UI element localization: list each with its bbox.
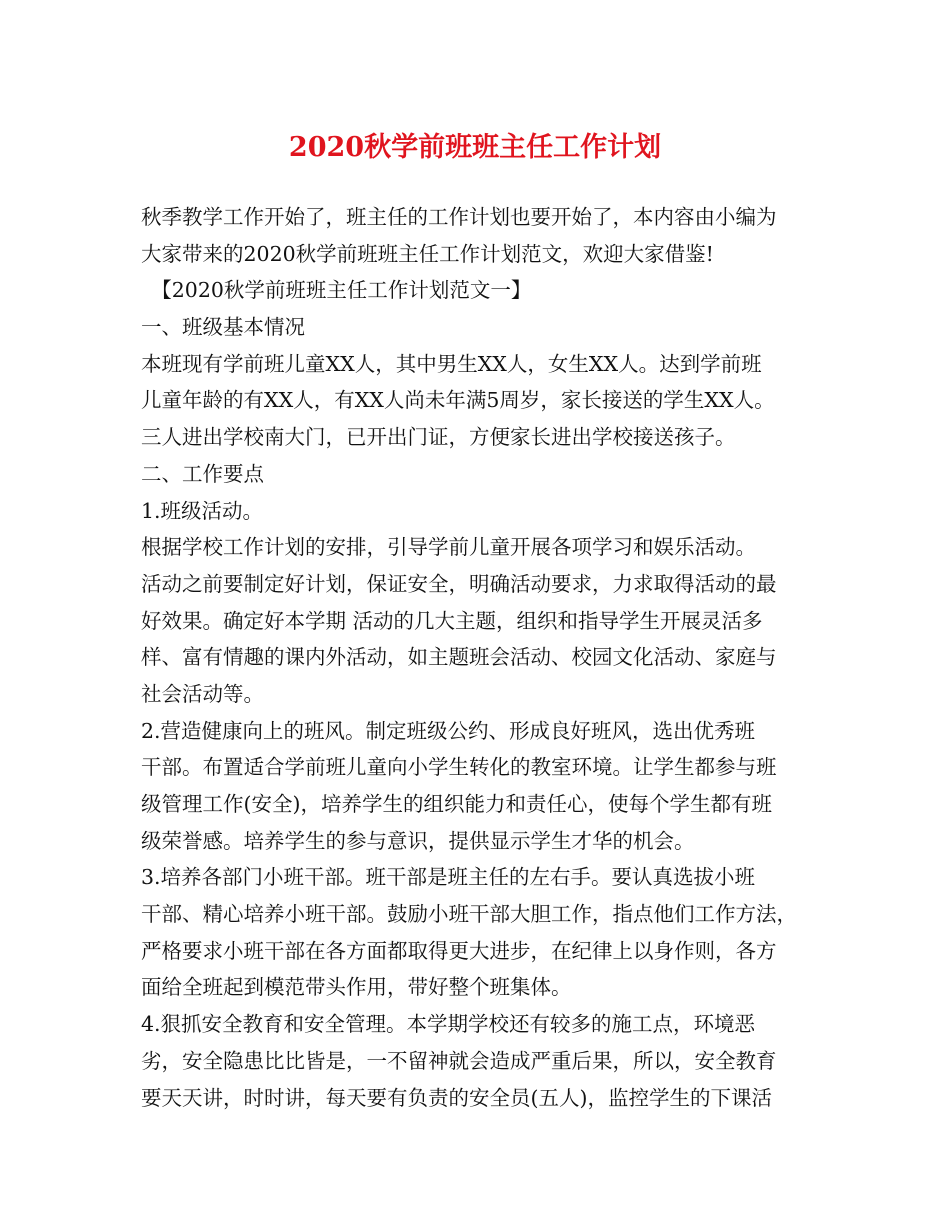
- body-line: 三人进出学校南大门，已开出门证，方便家长进出学校接送孩子。: [141, 425, 736, 450]
- body-line: 根据学校工作计划的安排，引导学前儿童开展各项学习和娱乐活动。: [141, 535, 756, 560]
- body-line: 样、富有情趣的课内外活动，如主题班会活动、校园文化活动、家庭与: [141, 645, 777, 670]
- body-line: 面给全班起到模范带头作用，带好整个班集体。: [141, 975, 572, 1000]
- body-line: 4.狠抓安全教育和安全管理。本学期学校还有较多的施工点，环境恶: [141, 1012, 756, 1037]
- section-heading-2: 二、工作要点: [141, 461, 264, 486]
- document-title: 2020秋学前班班主任工作计划: [288, 132, 662, 163]
- body-line: 【2020秋学前班班主任工作计划范文一】: [141, 278, 532, 303]
- body-line: 活动之前要制定好计划，保证安全，明确活动要求，力求取得活动的最: [141, 571, 777, 596]
- body-line: 社会活动等。: [141, 681, 264, 706]
- body-line: 严格要求小班干部在各方面都取得更大进步，在纪律上以身作则，各方: [141, 938, 777, 963]
- body-line: 秋季教学工作开始了，班主任的工作计划也要开始了，本内容由小编为: [141, 205, 777, 229]
- body-line: 级管理工作(安全)，培养学生的组织能力和责任心，使每个学生都有班: [141, 792, 772, 816]
- list-item-heading: 1.班级活动。: [141, 498, 264, 523]
- body-line: 儿童年龄的有XX人，有XX人尚未年满5周岁，家长接送的学生XX人。: [141, 388, 775, 413]
- body-line: 本班现有学前班儿童XX人，其中男生XX人，女生XX人。达到学前班: [141, 351, 762, 376]
- body-line: 3.培养各部门小班干部。班干部是班主任的左右手。要认真选拔小班: [141, 865, 756, 890]
- document-body: [141, 199, 821, 1116]
- body-line: 大家带来的2020秋学前班班主任工作计划范文，欢迎大家借鉴!: [141, 241, 714, 266]
- body-line: 劣，安全隐患比比皆是，一不留神就会造成严重后果，所以，安全教育: [141, 1048, 777, 1073]
- body-line: 级荣誉感。培养学生的参与意识，提供显示学生才华的机会。: [141, 828, 695, 853]
- body-line: 干部、精心培养小班干部。鼓励小班干部大胆工作，指点他们工作方法，: [141, 902, 797, 927]
- body-line: 好效果。确定好本学期 活动的几大主题，组织和指导学生开展灵活多: [141, 608, 763, 633]
- body-line: 要天天讲，时时讲，每天要有负责的安全员(五人)，监控学生的下课活: [141, 1085, 772, 1110]
- body-line: 干部。布置适合学前班儿童向小学生转化的教室环境。让学生都参与班: [141, 755, 777, 780]
- section-heading-1: 一、班级基本情况: [141, 315, 305, 340]
- body-line: 2.营造健康向上的班风。制定班级公约、形成良好班风，选出优秀班: [141, 718, 756, 743]
